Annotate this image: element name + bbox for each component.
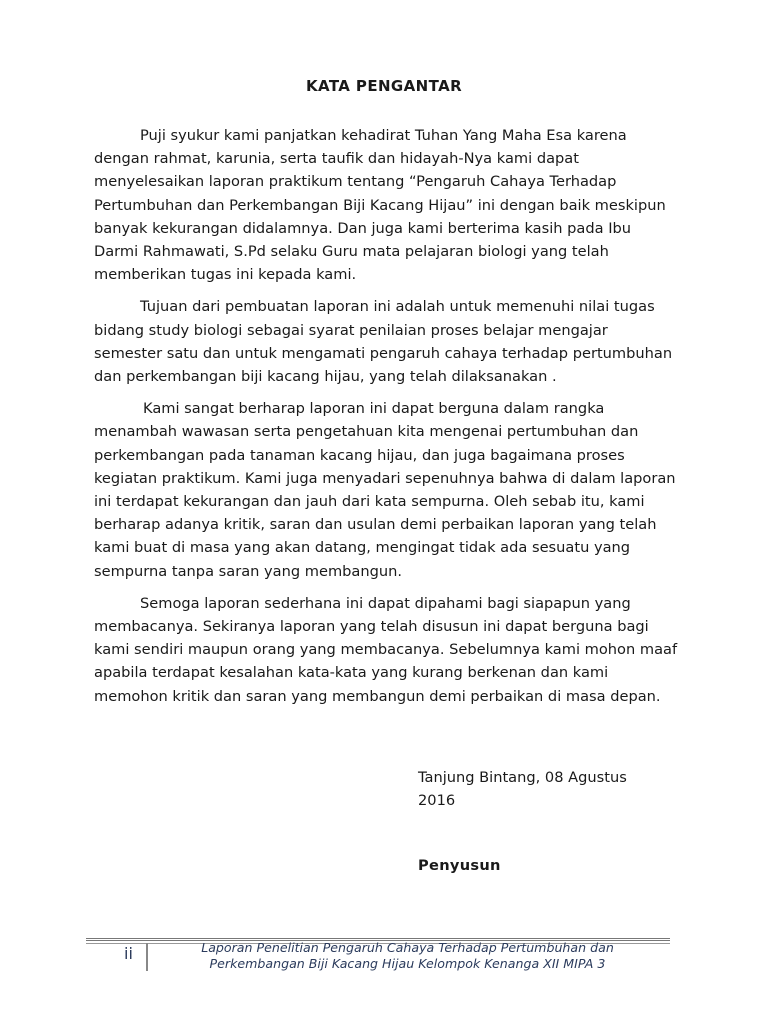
signature-block	[418, 766, 678, 812]
signature-year: 2016	[418, 792, 456, 809]
signature-place-date: Tanjung Bintang, 08 Agustus	[418, 769, 627, 786]
footer-line-2: Perkembangan Biji Kacang Hijau Kelompok Kenanga XII MIPA 3	[209, 955, 606, 971]
signature-author: Penyusun	[418, 857, 501, 874]
paragraph-2: Tujuan dari pembuatan laporan ini adalah untuk memenuhi nilai tugas bidang study biologi sebagai syarat penilaian proses belajar mengajar semester satu dan untuk mengamati pengaruh cahaya terhadap pertumbuhan dan perkembangan biji kacang hijau, yang telah dilaksanakan .	[94, 298, 673, 386]
footer-line-1: Laporan Penelitian Pengaruh Cahaya Terhadap Pertumbuhan dan	[201, 940, 614, 955]
page-title: KATA PENGANTAR	[305, 77, 463, 95]
paragraph-3: Kami sangat berharap laporan ini dapat berguna dalam rangka menambah wawasan serta pengetahuan kita mengenai pertumbuhan dan perkembangan pada tanaman kacang hijau, dan juga bagaimana proses kegiatan praktikum. Kami juga menyadari sepenuhnya bahwa di dalam laporan ini terdapat kekurangan dan jauh dari kata sempurna. Oleh sebab itu, kami berharap adanya kritik, saran dan usulan demi perbaikan laporan yang telah kami buat di masa yang akan datang, mengingat tidak ada sesuatu yang sempurna tanpa saran yang membangun.	[94, 400, 676, 580]
page-number: ii	[124, 944, 133, 963]
paragraph-4: Semoga laporan sederhana ini dapat dipahami bagi siapapun yang membacanya. Sekiranya laporan yang telah disusun ini dapat berguna bagi kami sendiri maupun orang yang membacanya. Sebelumnya kami mohon maaf apabila terdapat kesalahan kata-kata yang kurang berkenan dan kami memohon kritik dan saran yang membangun demi perbaikan di masa depan.	[94, 594, 678, 705]
preface-body	[94, 124, 679, 717]
footer-caption	[160, 940, 655, 971]
page-number-separator	[146, 943, 148, 971]
paragraph-1: Puji syukur kami panjatkan kehadirat Tuhan Yang Maha Esa karena dengan rahmat, karunia, serta taufik dan hidayah-Nya kami dapat menyelesaikan laporan praktikum tentang “Pengaruh Cahaya Terhadap Pertumbuhan dan Perkembangan Biji Kacang Hijau” ini dengan baik meskipun banyak kekurangan didalamnya. Dan juga kami berterima kasih pada Ibu Darmi Rahmawati, S.Pd selaku Guru mata pelajaran biologi yang telah memberikan tugas ini kepada kami.	[94, 127, 666, 284]
